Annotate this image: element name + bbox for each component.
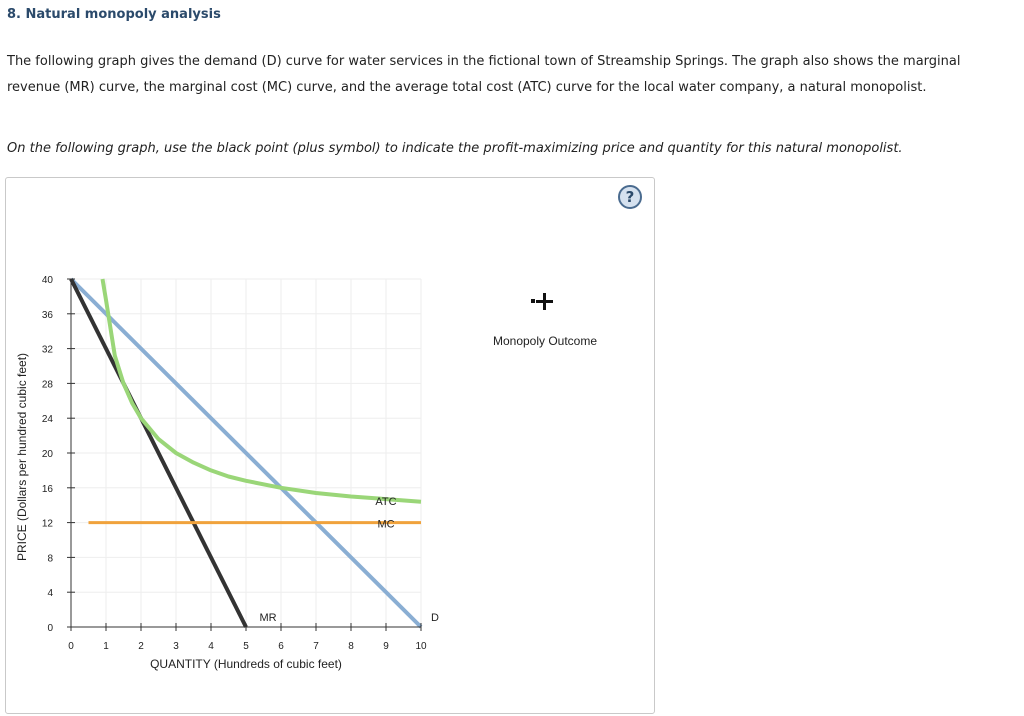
- y-tick-label: 4: [47, 588, 53, 600]
- x-tick-label: 7: [313, 641, 319, 652]
- curve-label-mc: MC: [377, 518, 395, 531]
- x-axis-label: QUANTITY (Hundreds of cubic feet): [150, 657, 342, 671]
- x-tick-label: 5: [243, 641, 249, 652]
- y-tick-label: 32: [41, 344, 53, 356]
- x-tick-label: 8: [348, 641, 354, 652]
- x-tick-label: 9: [383, 641, 389, 652]
- y-tick-label: 16: [41, 483, 53, 495]
- x-tick-label: 0: [68, 641, 74, 652]
- y-tick-label: 40: [41, 275, 53, 286]
- x-tick-label: 3: [173, 641, 179, 652]
- y-axis-label: PRICE (Dollars per hundred cubic feet): [15, 352, 29, 562]
- page-title: 8. Natural monopoly analysis: [7, 7, 221, 22]
- x-tick-label: 1: [103, 641, 109, 652]
- monopoly-outcome-plus-icon[interactable]: [531, 293, 553, 310]
- x-tick-label: 10: [415, 641, 427, 652]
- intro-paragraph: The following graph gives the demand (D) curve for water services in the fictional town of Streamship Springs. The graph also shows the marginal revenue (MR) curve, the marginal cost (MC) curve, and the average total cost (ATC) curve for the local water company, a natural monopolist.: [7, 54, 961, 95]
- curve-labels: [259, 496, 439, 624]
- help-icon[interactable]: ?: [618, 185, 642, 209]
- monopoly-outcome-label: Monopoly Outcome: [492, 334, 598, 348]
- y-tick-label: 12: [41, 518, 53, 530]
- y-tick-label: 0: [47, 623, 53, 634]
- curve-label-mr: MR: [259, 612, 277, 624]
- y-tick-label: 20: [41, 449, 53, 460]
- x-tick-label: 4: [208, 641, 214, 652]
- instruction-text: On the following graph, use the black point (plus symbol) to indicate the profit-maximizing price and quantity for this natural monopolist.: [7, 141, 903, 156]
- y-tick-label: 36: [41, 309, 53, 321]
- y-tick-label: 8: [47, 553, 53, 565]
- x-tick-label: 6: [278, 641, 284, 652]
- curve-label-d: D: [431, 612, 439, 624]
- y-tick-label: 28: [41, 379, 53, 391]
- y-tick-label: 24: [41, 414, 53, 426]
- curve-label-atc: ATC: [375, 496, 397, 509]
- x-tick-label: 2: [138, 641, 144, 652]
